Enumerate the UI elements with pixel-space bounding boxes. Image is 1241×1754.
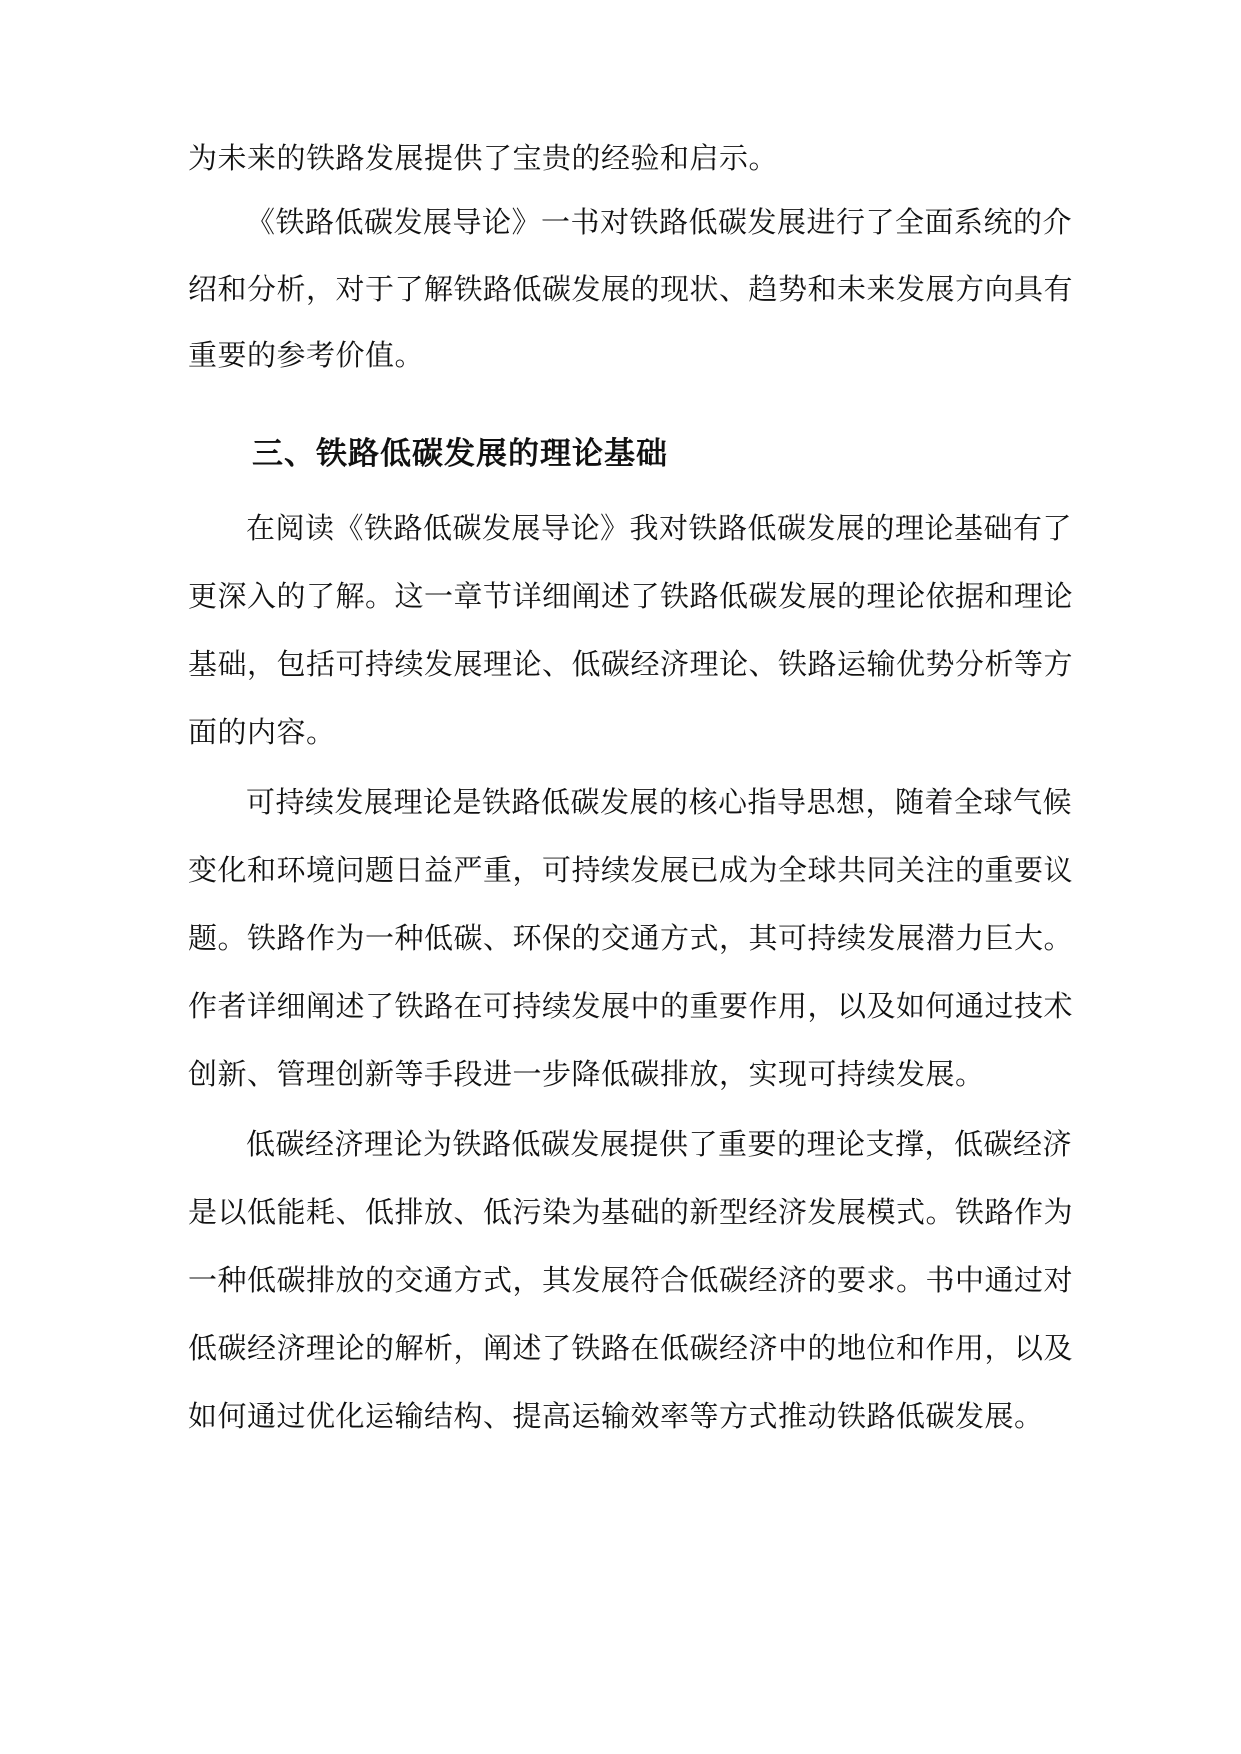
paragraph-line: 题。铁路作为一种低碳、环保的交通方式，其可持续发展潜力巨大。 — [188, 921, 1074, 955]
paragraph-line: 基础，包括可持续发展理论、低碳经济理论、铁路运输优势分析等方 — [188, 647, 1074, 681]
paragraph-line: 面的内容。 — [188, 715, 336, 749]
paragraph-line: 低碳经济理论为铁路低碳发展提供了重要的理论支撑，低碳经济 — [246, 1127, 1073, 1161]
paragraph-line: 如何通过优化运输结构、提高运输效率等方式推动铁路低碳发展。 — [188, 1399, 1044, 1433]
paragraph-line: 绍和分析，对于了解铁路低碳发展的现状、趋势和未来发展方向具有 — [188, 272, 1074, 306]
paragraph-line: 《铁路低碳发展导论》一书对铁路低碳发展进行了全面系统的介 — [246, 205, 1073, 239]
paragraph-line: 创新、管理创新等手段进一步降低碳排放，实现可持续发展。 — [188, 1057, 985, 1091]
paragraph-line: 在阅读《铁路低碳发展导论》我对铁路低碳发展的理论基础有了 — [246, 511, 1073, 545]
paragraph-line: 重要的参考价值。 — [188, 338, 425, 372]
paragraph-line: 变化和环境问题日益严重，可持续发展已成为全球共同关注的重要议 — [188, 853, 1074, 887]
section-heading: 三、铁路低碳发展的理论基础 — [252, 436, 668, 472]
paragraph-line: 为未来的铁路发展提供了宝贵的经验和启示。 — [188, 141, 779, 175]
paragraph-line: 是以低能耗、低排放、低污染为基础的新型经济发展模式。铁路作为 — [188, 1195, 1074, 1229]
paragraph-line: 作者详细阐述了铁路在可持续发展中的重要作用，以及如何通过技术 — [188, 989, 1074, 1023]
paragraph-line: 可持续发展理论是铁路低碳发展的核心指导思想，随着全球气候 — [246, 785, 1073, 819]
paragraph-line: 一种低碳排放的交通方式，其发展符合低碳经济的要求。书中通过对 — [188, 1263, 1074, 1297]
paragraph-line: 低碳经济理论的解析，阐述了铁路在低碳经济中的地位和作用，以及 — [188, 1331, 1074, 1365]
paragraph-line: 更深入的了解。这一章节详细阐述了铁路低碳发展的理论依据和理论 — [188, 579, 1074, 613]
